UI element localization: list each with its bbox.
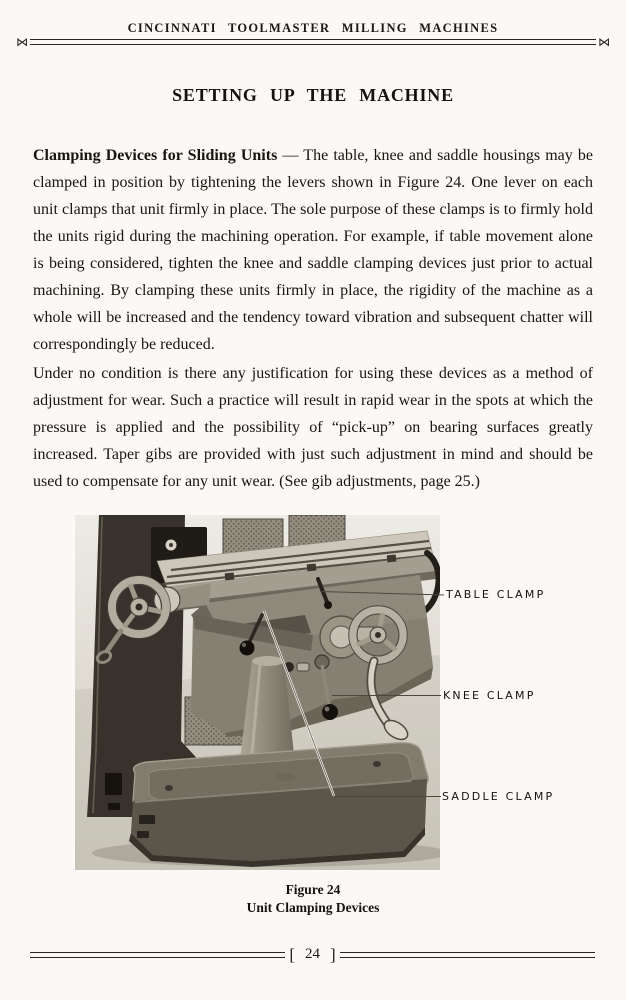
knee-clamp-label: KNEE CLAMP (443, 689, 536, 702)
bowtie-ornament-right-icon: ⋈ (598, 35, 610, 49)
paragraph-1-text: — The table, knee and saddle housings may be clamped in position by tightening the levers shown in Figure 24. One lever on each unit clamps that unit firmly in place. The sole purpose of these clamps is to firmly hold the units rigid during the machining operation. For example, if table movement alone is being considered, tighten the knee and saddle clamping devices just prior to actual machining. By clamping these units firmly in place, the rigidity of the machine as a whole will be increased and the tendency toward vibration and subsequent chatter will correspondingly be reduced. (33, 147, 594, 353)
footer-rule-left (30, 952, 285, 958)
machine-base (129, 743, 428, 867)
table-clamp-label: TABLE CLAMP (446, 588, 546, 601)
milling-machine-illustration (75, 515, 440, 870)
folio-bracket-right: ] (330, 945, 336, 964)
running-header-title: CINCINNATI TOOLMASTER MILLING MACHINES (127, 21, 499, 35)
footer-rule-right (340, 952, 595, 958)
page-title: SETTING UP THE MACHINE (172, 85, 454, 105)
page-footer (30, 946, 595, 963)
page-number: 24 (305, 946, 320, 962)
folio-bracket-left: [ (289, 945, 295, 964)
figure-24-photo (75, 515, 440, 870)
paragraph-wear-warning: Under no condition is there any justification for using these devices as a method of adjustment for wear. Such a practice will result in rapid wear in the spots at which the pressure is applied and the possibility of “pick-up” on bearing surfaces greatly increased. Taper gibs are provided with just such adjustment in mind and should be used to compensate for any unit wear. (See gib adjustments, page 25.) (33, 365, 593, 490)
knee-clamp-leader-line (332, 695, 441, 696)
figure-caption (0, 881, 626, 917)
paragraph-lead-in: Clamping Devices for Sliding Units (33, 147, 283, 164)
saddle-clamp-label: SADDLE CLAMP (442, 790, 555, 803)
paragraph-clamping-devices (33, 142, 593, 358)
header-double-rule (30, 39, 596, 45)
bowtie-ornament-left-icon: ⋈ (16, 35, 28, 49)
figure-caption-number: Figure 24 (285, 882, 341, 897)
figure-caption-title: Unit Clamping Devices (246, 900, 380, 915)
header-rule (16, 36, 610, 48)
saddle-clamp-leader-line (334, 796, 441, 797)
